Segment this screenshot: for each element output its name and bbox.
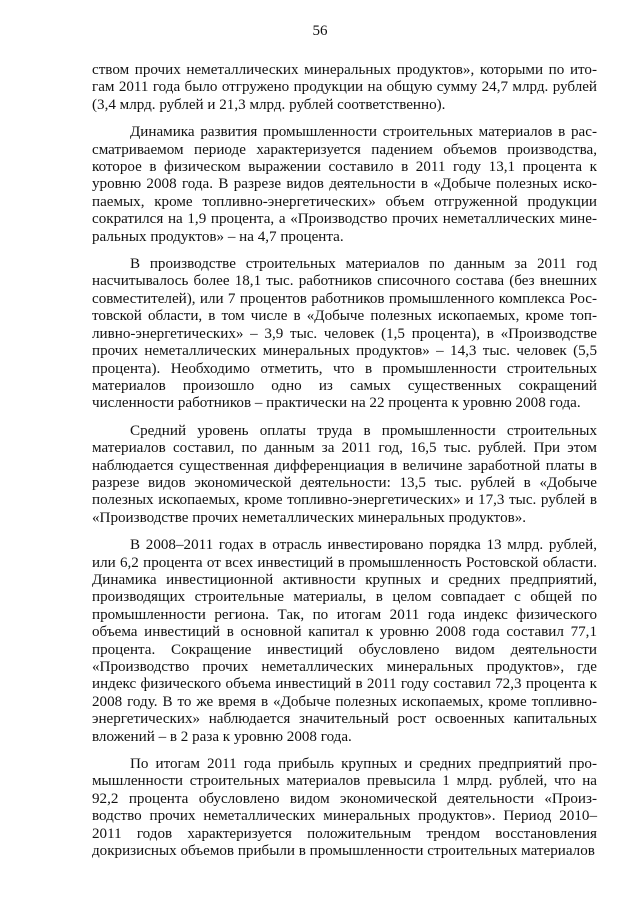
paragraph-profit: По итогам 2011 года прибыль крупных и средних предприятий промышленности строительных материалов превысила 1 млрд. рублей, что на 92,2 процента обусловлено видом экономической деятельности «Производство прочих неметаллических минеральных продуктов». Период 2010–2011 годов характеризуется положительным трендом восстановления докризисных объемов прибыли в промышленности строительных материалов xyxy=(92,756,597,860)
paragraph-production-dynamics: Динамика развития промышленности строительных материалов в рассматриваемом периоде характеризуется падением объемов производства, которое в физическом выражении составило в 2011 году 13,1 процента к уровню 2008 года. В разрезе видов деятельности в «Добыче полезных ископаемых, кроме топливно-энергетических» объем отгруженной продукции сократился на 1,9 процента, а «Производство прочих неметаллических минеральных продуктов» – на 4,7 процента. xyxy=(92,124,597,245)
paragraph-wages: Средний уровень оплаты труда в промышленности строительных материалов составил, по данным за 2011 год, 16,5 тыс. рублей. При этом наблюдается существенная дифференциация в величине заработной платы в разрезе видов экономической деятельности: 13,5 тыс. рублей в «Добыче полезных ископаемых, кроме топливно-энергетических» и 17,3 тыс. рублей в «Производстве прочих неметаллических минеральных продуктов». xyxy=(92,422,597,526)
paragraph-employment: В производстве строительных материалов по данным за 2011 год насчитывалось более 18,1 тыс. работников списочного состава (без внешних совместителей), или 7 процентов работников промышленного комплекса Ростовской области, в том числе в «Добыче полезных ископаемых, кроме топливно-энергетических» – 3,9 тыс. человек (1,5 процента), в «Производстве прочих неметаллических минеральных продуктов» – 14,3 тыс. человек (5,5 процента). Необходимо отметить, что в промышленности строительных материалов произошло одно из самых существенных сокращений численности работников – практически на 22 процента к уровню 2008 года. xyxy=(92,256,597,412)
paragraph-investments: В 2008–2011 годах в отрасль инвестировано порядка 13 млрд. рублей, или 6,2 процента от всех инвестиций в промышленность Ростовской области. Динамика инвестиционной активности крупных и средних предприятий, производящих строительные материалы, в целом совпадает с общей по промышленности региона. Так, по итогам 2011 года индекс физического объема инвестиций в основной капитал к уровню 2008 года составил 77,1 процента. Сокращение инвестиций обусловлено видом деятельности «Производство прочих неметаллических минеральных продуктов», где индекс физического объема инвестиций в 2011 году составил 72,3 процента к 2008 году. В то же время в «Добыче полезных ископаемых, кроме топливно-энергетических» наблюдается значительный рост освоенных капитальных вложений – в 2 раза к уровню 2008 года. xyxy=(92,537,597,745)
paragraph-continuation: ством прочих неметаллических минеральных продуктов», которыми по итогам 2011 года было отгружено продукции на общую сумму 24,7 млрд. рублей (3,4 млрд. рублей и 21,3 млрд. рублей соответственно). xyxy=(92,62,597,113)
page-number: 56 xyxy=(312,23,328,39)
document-body xyxy=(92,62,597,870)
